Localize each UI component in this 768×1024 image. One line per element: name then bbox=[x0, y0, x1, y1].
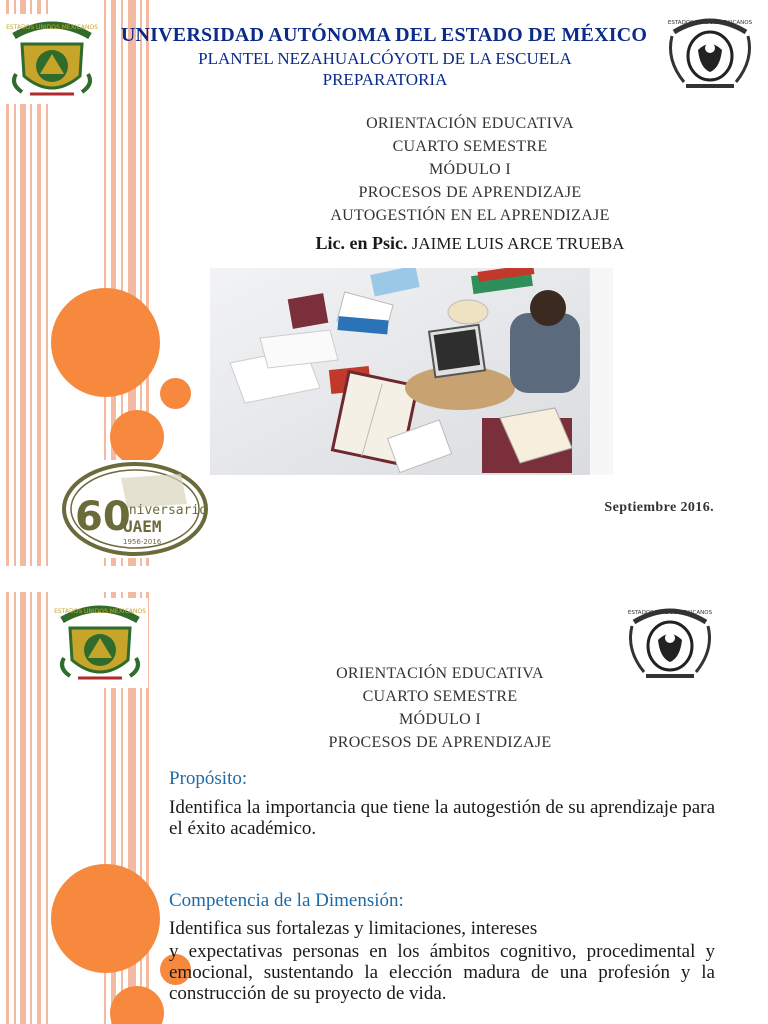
university-title: UNIVERSIDAD AUTÓNOMA DEL ESTADO DE MÉXICO bbox=[120, 24, 648, 46]
student-studying-photo bbox=[210, 268, 613, 475]
course-line-subject: ORIENTACIÓN EDUCATIVA bbox=[366, 115, 574, 132]
svg-text:1956-2016: 1956-2016 bbox=[123, 538, 162, 546]
uaem-crest-logo bbox=[52, 598, 148, 688]
purpose-text: Identifica la importancia que tiene la autogestión de su aprendizaje para el éxito académico. bbox=[169, 797, 715, 839]
competency-text-first-line: Identifica sus fortalezas y limitaciones, intereses bbox=[169, 918, 538, 939]
svg-text:60: 60 bbox=[75, 494, 131, 540]
purpose-heading: Propósito: bbox=[169, 768, 248, 789]
author-name: JAIME LUIS ARCE TRUEBA bbox=[411, 234, 625, 253]
competency-text-rest: y expectativas personas en los ámbitos cognitivo, procedimental y emocional, sustentando la elección madura de una profesión y la construcción de su proyecto de vida. bbox=[169, 941, 715, 1004]
course-line-topic: AUTOGESTIÓN EN EL APRENDIZAJE bbox=[330, 207, 610, 224]
slide-separator bbox=[0, 566, 768, 592]
svg-text:ESTADOS UNIDOS MEXICANOS: ESTADOS UNIDOS MEXICANOS bbox=[6, 24, 98, 31]
anniversary-logo bbox=[61, 460, 209, 558]
course-line-semester: CUARTO SEMESTRE bbox=[362, 688, 518, 705]
course-line-process: PROCESOS DE APRENDIZAJE bbox=[358, 184, 582, 201]
svg-text:aniversario: aniversario bbox=[121, 503, 208, 518]
decorative-circle-small bbox=[160, 378, 191, 409]
course-info bbox=[200, 112, 740, 227]
course-line-module: MÓDULO I bbox=[399, 711, 481, 728]
competency-text bbox=[169, 918, 715, 1004]
competency-heading: Competencia de la Dimensión: bbox=[169, 890, 404, 911]
svg-text:UAEM: UAEM bbox=[123, 517, 162, 536]
svg-text:ESTADOS UNIDOS MEXICANOS: ESTADOS UNIDOS MEXICANOS bbox=[54, 608, 146, 615]
course-line-module: MÓDULO I bbox=[429, 161, 511, 178]
svg-text:ESTADOS UNIDOS MEXICANOS: ESTADOS UNIDOS MEXICANOS bbox=[627, 610, 713, 616]
author-line bbox=[200, 233, 740, 254]
decorative-circle-medium bbox=[110, 410, 164, 464]
author-degree: Lic. en Psic. bbox=[315, 233, 408, 253]
uaem-shield-logo bbox=[664, 10, 756, 96]
campus-name: PLANTEL NEZAHUALCÓYOTL DE LA ESCUELA PREPARATORIA bbox=[198, 49, 572, 89]
course-line-semester: CUARTO SEMESTRE bbox=[392, 138, 548, 155]
presentation-date: Septiembre 2016. bbox=[604, 500, 714, 515]
decorative-circle-large bbox=[51, 288, 160, 397]
uaem-crest-logo bbox=[4, 14, 100, 104]
course-line-process: PROCESOS DE APRENDIZAJE bbox=[328, 734, 552, 751]
course-info bbox=[170, 662, 710, 754]
course-line-subject: ORIENTACIÓN EDUCATIVA bbox=[336, 665, 544, 682]
svg-text:ESTADOS UNIDOS MEXICANOS: ESTADOS UNIDOS MEXICANOS bbox=[667, 20, 753, 26]
purpose-slide bbox=[0, 592, 768, 1024]
decorative-circle-large bbox=[51, 864, 160, 973]
